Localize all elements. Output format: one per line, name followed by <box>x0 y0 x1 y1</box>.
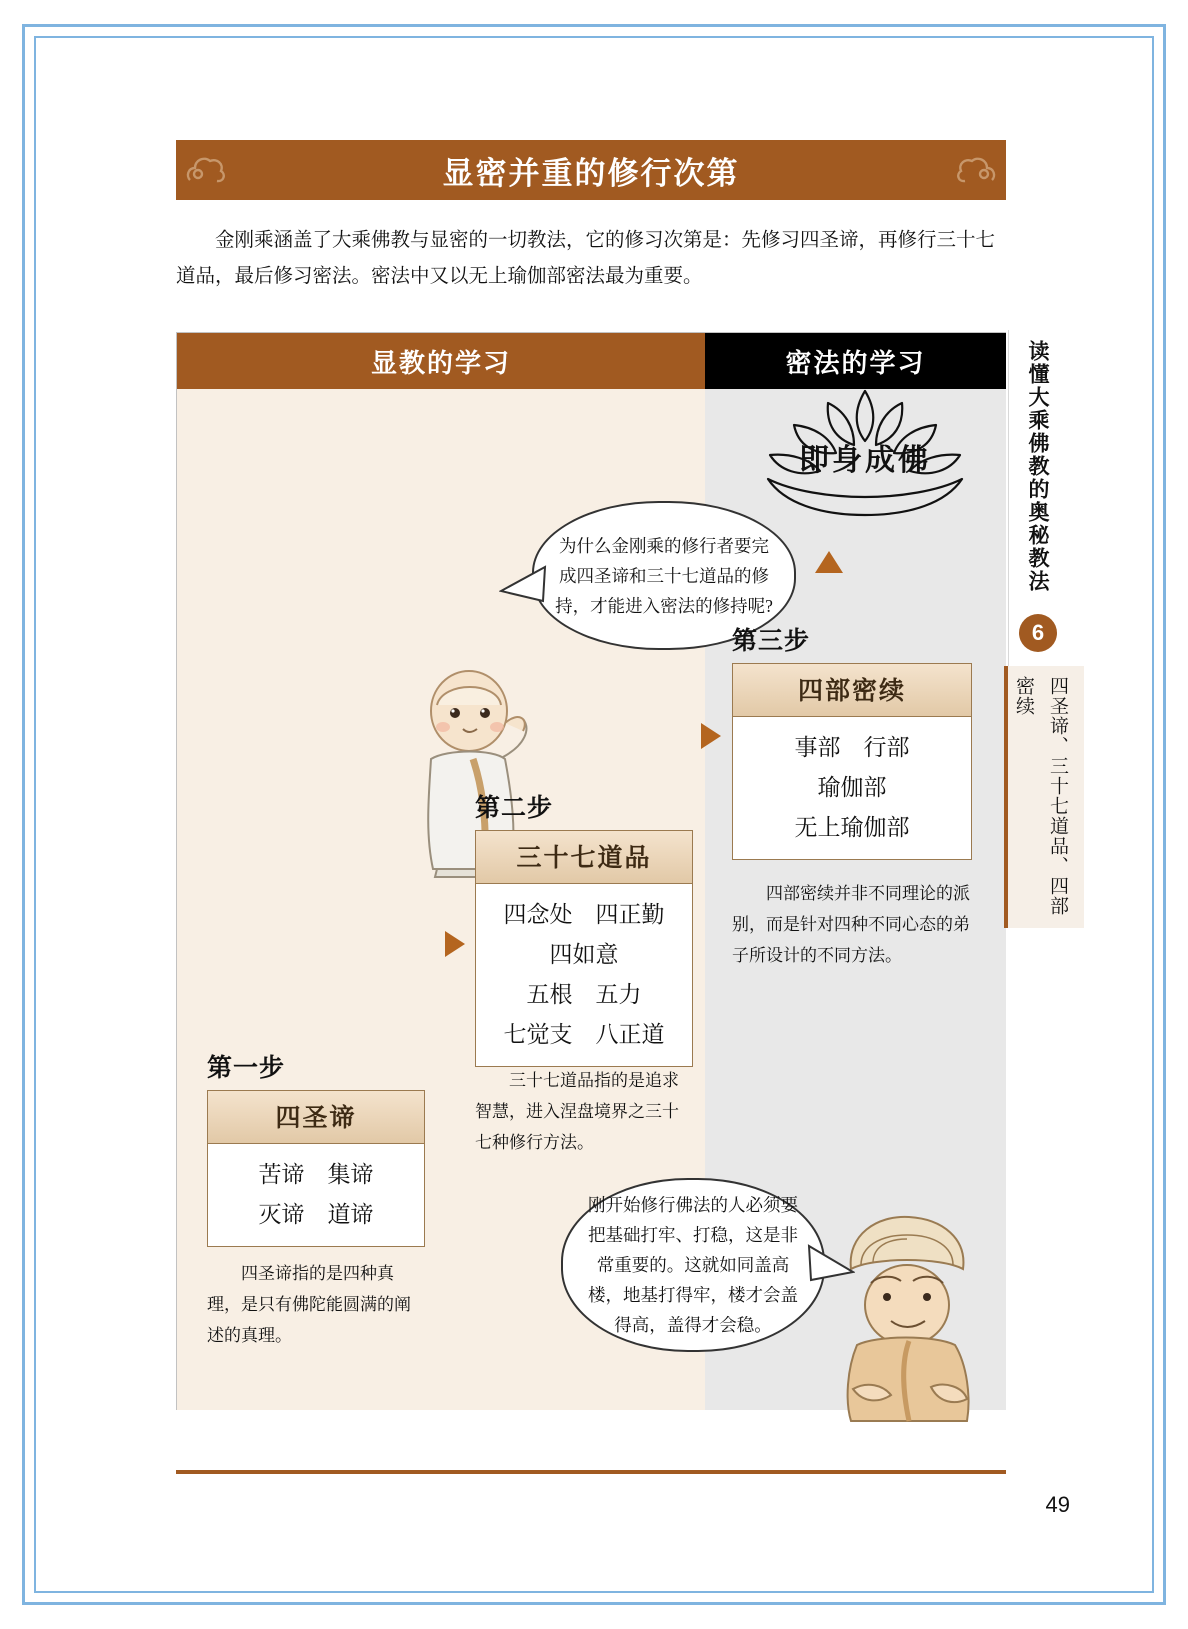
box-four-noble-truths <box>207 1090 425 1247</box>
box-row: 七觉支 八正道 <box>503 1021 665 1047</box>
step-label-2: 第二步 <box>475 794 554 822</box>
box-row: 事部 行部 <box>794 734 910 760</box>
box-four-tantras <box>732 663 972 860</box>
speech-bubble-elder <box>561 1178 825 1352</box>
speech-bubble-monk-tail <box>499 561 547 613</box>
caption-step-2: 三十七道品指的是追求智慧，进入涅盘境界之三十七种修行方法。 <box>475 1071 679 1152</box>
diagram-container <box>176 332 1006 1410</box>
speech-bubble-elder-tail <box>807 1238 855 1290</box>
box-four-noble-truths-body <box>208 1144 424 1246</box>
column-header-esoteric: 密法的学习 <box>705 333 1006 389</box>
box-row: 苦谛 集谛 <box>258 1161 374 1187</box>
page-title-bar <box>176 140 1006 200</box>
box-row: 四念处 四正勤 <box>503 901 665 927</box>
page-number: 49 <box>1045 1492 1070 1517</box>
side-section-title: 四圣谛、三十七道品、四部密续 <box>1013 676 1068 916</box>
box-thirty-seven-factors-body <box>476 884 692 1066</box>
lotus-label: 即身成佛 <box>799 444 931 477</box>
speech-bubble-elder-text: 刚开始修行佛法的人必须要把基础打牢、打稳，这是非常重要的。这就如同盖高楼，地基打得牢，楼才会盖得高，盖得才会稳。 <box>588 1195 798 1335</box>
arrow-right-to-step2-icon <box>445 931 465 957</box>
speech-bubble-monk-text: 为什么金刚乘的修行者要完成四圣谛和三十七道品的修持，才能进入密法的修持呢? <box>555 535 773 616</box>
box-four-noble-truths-title: 四圣谛 <box>208 1091 424 1144</box>
chapter-badge: 6 <box>1019 614 1057 652</box>
box-four-tantras-title: 四部密续 <box>733 664 971 717</box>
box-row: 四如意 <box>549 941 619 967</box>
caption-step-3: 四部密续并非不同理论的派别，而是针对四种不同心态的弟子所设计的不同方法。 <box>732 884 970 965</box>
box-row: 灭谛 道谛 <box>258 1201 374 1227</box>
arrow-right-to-step3-icon <box>701 723 721 749</box>
arrow-up-to-lotus-icon <box>815 551 843 573</box>
box-row: 瑜伽部 <box>817 774 887 800</box>
lotus-emblem <box>750 383 980 533</box>
intro-paragraph: 金刚乘涵盖了大乘佛教与显密的一切教法，它的修习次第是：先修习四圣谛，再修行三十七道品，最后修习密法。密法中又以无上瑜伽部密法最为重要。 <box>176 229 996 287</box>
side-book-title: 读懂大乘佛教的奥秘教法 <box>1026 340 1049 593</box>
box-thirty-seven-factors-title: 三十七道品 <box>476 831 692 884</box>
column-header-exoteric: 显教的学习 <box>177 333 705 389</box>
page-content <box>176 140 1006 1450</box>
cloud-ornament-icon <box>954 150 998 190</box>
footer-rule <box>176 1470 1006 1474</box>
cloud-ornament-icon <box>184 150 228 190</box>
step-label-1: 第一步 <box>207 1054 286 1082</box>
step-label-3: 第三步 <box>732 627 811 655</box>
box-row: 五根 五力 <box>526 981 642 1007</box>
page-title: 显密并重的修行次第 <box>442 155 740 191</box>
caption-step-1: 四圣谛指的是四种真理，是只有佛陀能圆满的阐述的真理。 <box>207 1264 411 1345</box>
box-thirty-seven-factors <box>475 830 693 1067</box>
box-four-tantras-body <box>733 717 971 859</box>
box-row: 无上瑜伽部 <box>794 814 910 840</box>
